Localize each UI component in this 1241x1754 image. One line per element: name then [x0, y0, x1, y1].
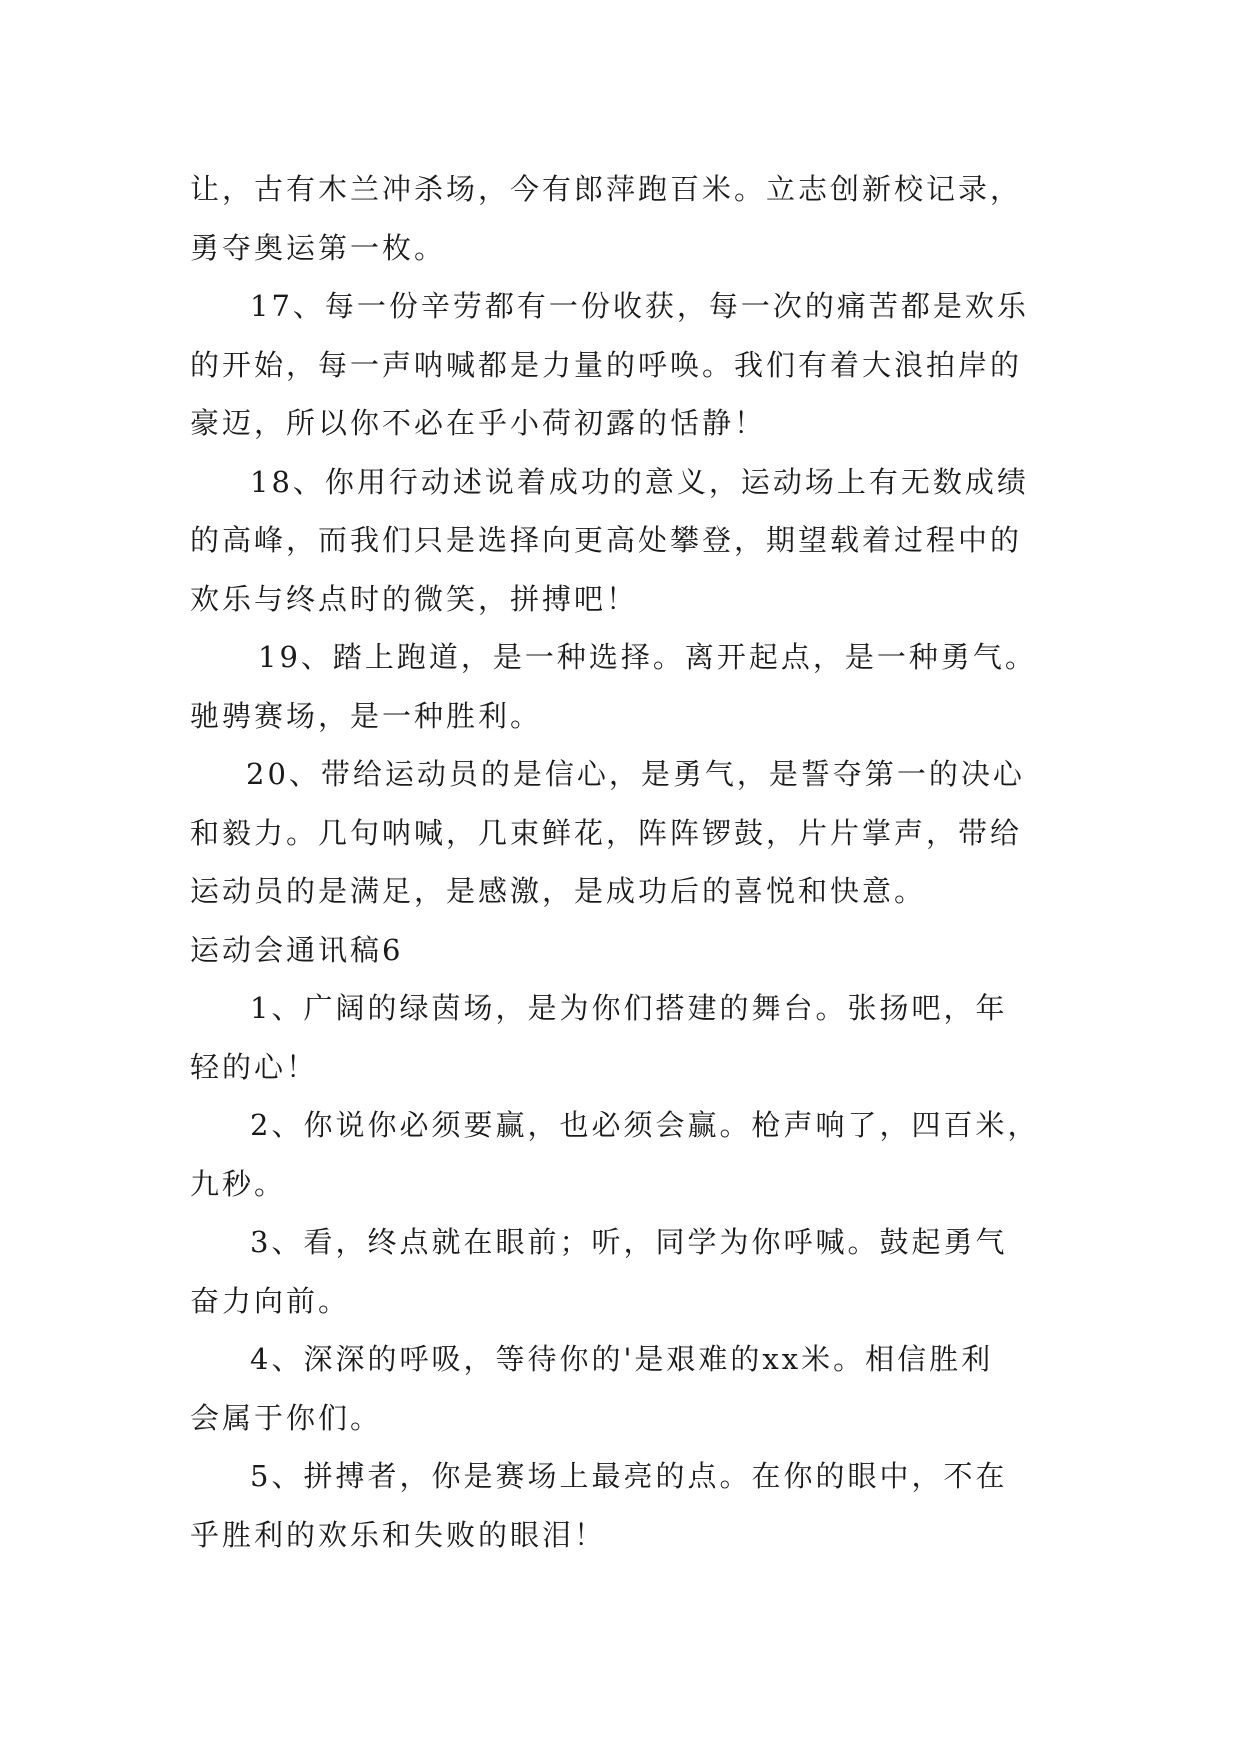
text-line: 的开始，每一声呐喊都是力量的呼唤。我们有着大浪拍岸的 [190, 347, 1023, 382]
text-line: 的高峰，而我们只是选择向更高处攀登，期望载着过程中的 [190, 523, 1023, 557]
section-heading: 运动会通讯稿6 [190, 932, 404, 967]
paragraph-start-5: 5、拼搏者，你是赛场上最亮的点。在你的眼中，不在 [250, 1459, 1008, 1493]
paragraph-start-17: 17、每一份辛劳都有一份收获，每一次的痛苦都是欢乐 [250, 289, 1029, 323]
text-line: 九秒。 [190, 1166, 287, 1201]
text-line: 会属于你们。 [190, 1400, 383, 1435]
paragraph-start-1: 1、广阔的绿茵场，是为你们搭建的舞台。张扬吧，年 [250, 991, 1008, 1025]
text-line: 豪迈，所以你不必在乎小荷初露的恬静！ [190, 406, 767, 440]
text-line: 让，古有木兰冲杀场，今有郎萍跑百米。立志创新校记录， [190, 172, 1023, 206]
text-line: 轻的心！ [190, 1049, 319, 1084]
text-line: 欢乐与终点时的微笑，拼搏吧！ [190, 581, 639, 616]
paragraph-start-18: 18、你用行动述说着成功的意义，运动场上有无数成绩 [250, 464, 1029, 499]
text-line: 勇夺奥运第一枚。 [190, 230, 447, 265]
paragraph-start-4: 4、深深的呼吸，等待你的'是艰难的xx米。相信胜利 [250, 1342, 994, 1376]
paragraph-start-2: 2、你说你必须要赢，也必须会赢。枪声响了，四百米， [250, 1108, 1040, 1142]
text-line: 乎胜利的欢乐和失败的眼泪！ [190, 1517, 607, 1552]
text-line: 奋力向前。 [190, 1283, 351, 1318]
paragraph-start-19: 19、踏上跑道，是一种选择。离开起点，是一种勇气。 [258, 640, 1037, 674]
paragraph-start-20: 20、带给运动员的是信心，是勇气，是誓夺第一的决心 [246, 757, 1025, 791]
text-line: 驰骋赛场，是一种胜利。 [190, 698, 543, 733]
body-text [190, 160, 1090, 1564]
text-line: 运动员的是满足，是感激，是成功后的喜悦和快意。 [190, 874, 927, 908]
paragraph-start-3: 3、看，终点就在眼前；听，同学为你呼喊。鼓起勇气 [250, 1225, 1008, 1259]
text-line: 和毅力。几句呐喊，几束鲜花，阵阵锣鼓，片片掌声，带给 [190, 815, 1023, 850]
